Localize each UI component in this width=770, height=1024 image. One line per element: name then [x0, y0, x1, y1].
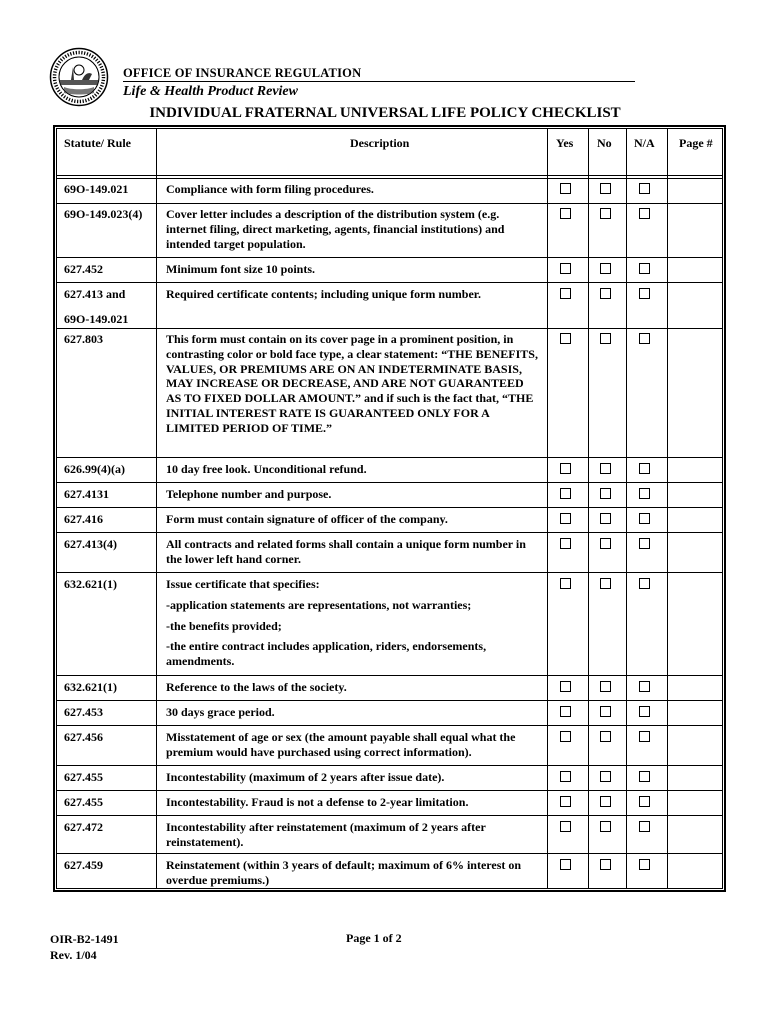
checkbox-no[interactable] [600, 333, 611, 344]
checkbox-no[interactable] [600, 488, 611, 499]
statute-cell: 627.455 [64, 795, 103, 809]
checkbox-yes[interactable] [560, 208, 571, 219]
statute-cell: 627.413(4) [64, 537, 117, 551]
description-cell: 10 day free look. Unconditional refund. [166, 462, 367, 476]
statute-cell: 627.452 [64, 262, 103, 276]
checkbox-no[interactable] [600, 263, 611, 274]
checkbox-no[interactable] [600, 859, 611, 870]
column-header-statute: Statute/ Rule [64, 136, 131, 150]
statute-cell: 626.99(4)(a) [64, 462, 125, 476]
checkbox-no[interactable] [600, 513, 611, 524]
statute-cell: 627.455 [64, 770, 103, 784]
column-header-page: Page # [679, 136, 713, 150]
checkbox-yes[interactable] [560, 183, 571, 194]
checkbox-no[interactable] [600, 771, 611, 782]
statute-cell: 627.803 [64, 332, 103, 346]
description-cell: 30 days grace period. [166, 705, 275, 719]
document-subtitle: Life & Health Product Review [123, 84, 298, 99]
row-divider [56, 572, 723, 573]
checkbox-no[interactable] [600, 208, 611, 219]
checkbox-yes[interactable] [560, 859, 571, 870]
checkbox-yes[interactable] [560, 771, 571, 782]
checkbox-na[interactable] [639, 796, 650, 807]
column-divider [547, 128, 548, 889]
statute-cell: 69O-149.023(4) [64, 207, 143, 221]
statute-cell: 627.413 and 69O-149.021 [64, 287, 129, 326]
column-header-description: Description [350, 136, 410, 150]
checkbox-no[interactable] [600, 731, 611, 742]
row-divider [56, 457, 723, 458]
statute-cell: 627.456 [64, 730, 103, 744]
checkbox-na[interactable] [639, 681, 650, 692]
checkbox-yes[interactable] [560, 263, 571, 274]
checkbox-na[interactable] [639, 731, 650, 742]
checkbox-yes[interactable] [560, 488, 571, 499]
statute-cell: 627.453 [64, 705, 103, 719]
column-divider [588, 128, 589, 889]
column-divider [667, 128, 668, 889]
column-divider [626, 128, 627, 889]
checkbox-na[interactable] [639, 288, 650, 299]
checkbox-yes[interactable] [560, 463, 571, 474]
checkbox-no[interactable] [600, 538, 611, 549]
column-header-yes: Yes [556, 136, 574, 150]
page-number: Page 1 of 2 [346, 931, 402, 945]
checkbox-yes[interactable] [560, 538, 571, 549]
checkbox-no[interactable] [600, 706, 611, 717]
row-divider [56, 257, 723, 258]
checkbox-na[interactable] [639, 859, 650, 870]
checkbox-yes[interactable] [560, 513, 571, 524]
description-cell: Minimum font size 10 points. [166, 262, 316, 276]
checkbox-yes[interactable] [560, 706, 571, 717]
description-cell: Telephone number and purpose. [166, 487, 332, 501]
checkbox-na[interactable] [639, 333, 650, 344]
statute-cell: 69O-149.021 [64, 182, 129, 196]
row-divider [56, 532, 723, 533]
checkbox-yes[interactable] [560, 681, 571, 692]
description-cell: Reference to the laws of the society. [166, 680, 347, 694]
checkbox-yes[interactable] [560, 821, 571, 832]
row-divider [56, 853, 723, 854]
checkbox-na[interactable] [639, 821, 650, 832]
row-divider [56, 725, 723, 726]
description-cell: Incontestability after reinstatement (maximum of 2 years after reinstatement). [166, 820, 486, 849]
row-divider [56, 482, 723, 483]
form-revision: Rev. 1/04 [50, 948, 97, 962]
statute-cell: 627.4131 [64, 487, 109, 501]
description-cell: Required certificate contents; including unique form number. [166, 287, 481, 301]
checkbox-yes[interactable] [560, 796, 571, 807]
checkbox-yes[interactable] [560, 578, 571, 589]
checkbox-na[interactable] [639, 538, 650, 549]
office-name: OFFICE OF INSURANCE REGULATION [123, 66, 362, 80]
page-title: INDIVIDUAL FRATERNAL UNIVERSAL LIFE POLICY CHECKLIST [149, 105, 621, 121]
checkbox-no[interactable] [600, 681, 611, 692]
description-cell: Form must contain signature of officer of the company. [166, 512, 448, 526]
header-divider [56, 175, 723, 176]
checkbox-na[interactable] [639, 706, 650, 717]
checkbox-na[interactable] [639, 513, 650, 524]
statute-cell: 627.416 [64, 512, 103, 526]
description-cell: All contracts and related forms shall contain a unique form number in the lower left hand corner. [166, 537, 526, 566]
checkbox-na[interactable] [639, 771, 650, 782]
checkbox-no[interactable] [600, 821, 611, 832]
checkbox-na[interactable] [639, 488, 650, 499]
checkbox-no[interactable] [600, 183, 611, 194]
office-underline [123, 81, 635, 82]
row-divider [56, 507, 723, 508]
checkbox-na[interactable] [639, 263, 650, 274]
description-cell: Incontestability (maximum of 2 years after issue date). [166, 770, 445, 784]
form-id [50, 931, 119, 963]
column-header-no: No [597, 136, 612, 150]
row-divider [56, 815, 723, 816]
statute-cell: 627.472 [64, 820, 103, 834]
checkbox-yes[interactable] [560, 731, 571, 742]
description-cell: Compliance with form filing procedures. [166, 182, 374, 196]
form-number: OIR-B2-1491 [50, 932, 119, 946]
statute-cell: 632.621(1) [64, 577, 117, 591]
column-divider [156, 128, 157, 889]
checkbox-yes[interactable] [560, 333, 571, 344]
row-divider [56, 700, 723, 701]
description-cell: This form must contain on its cover page in a prominent position, in contrasting color or bold face type, a clear statement: “THE BENEFITS, VALUES, OR PREMIUMS ARE ON AN INDETERMINATE BASIS, MAY INCREASE OR DECREASE, AND ARE NOT GUARANTEED AS TO FIXED DOLLAR AMOUNT.” and if such is the fact that, “THE INITIAL INTEREST RATE IS GUARANTEED ONLY FOR A LIMITED PERIOD OF TIME.” [166, 332, 538, 435]
checkbox-na[interactable] [639, 208, 650, 219]
column-header-na: N/A [634, 136, 655, 150]
row-divider [56, 790, 723, 791]
row-divider [56, 675, 723, 676]
checkbox-na[interactable] [639, 183, 650, 194]
row-divider [56, 328, 723, 329]
description-cell: Cover letter includes a description of the distribution system (e.g. internet filing, direct marketing, agents, financial institutions) and intended target population. [166, 207, 505, 251]
checkbox-no[interactable] [600, 796, 611, 807]
checkbox-na[interactable] [639, 463, 650, 474]
checkbox-no[interactable] [600, 288, 611, 299]
description-cell: Issue certificate that specifies: -application statements are representations, not warranties; -the benefits provided; -the entire contract includes application, riders, endorsements, amendments. [166, 577, 487, 669]
description-cell: Reinstatement (within 3 years of default; maximum of 6% interest on overdue premiums.) [166, 858, 522, 887]
header-divider [56, 178, 723, 179]
row-divider [56, 765, 723, 766]
statute-cell: 627.459 [64, 858, 103, 872]
checkbox-no[interactable] [600, 463, 611, 474]
florida-state-seal-icon [49, 47, 109, 107]
description-cell: Misstatement of age or sex (the amount payable shall equal what the premium would have purchased using correct information). [166, 730, 516, 759]
checkbox-no[interactable] [600, 578, 611, 589]
row-divider [56, 282, 723, 283]
checkbox-yes[interactable] [560, 288, 571, 299]
row-divider [56, 203, 723, 204]
description-cell: Incontestability. Fraud is not a defense to 2-year limitation. [166, 795, 469, 809]
checkbox-na[interactable] [639, 578, 650, 589]
statute-cell: 632.621(1) [64, 680, 117, 694]
